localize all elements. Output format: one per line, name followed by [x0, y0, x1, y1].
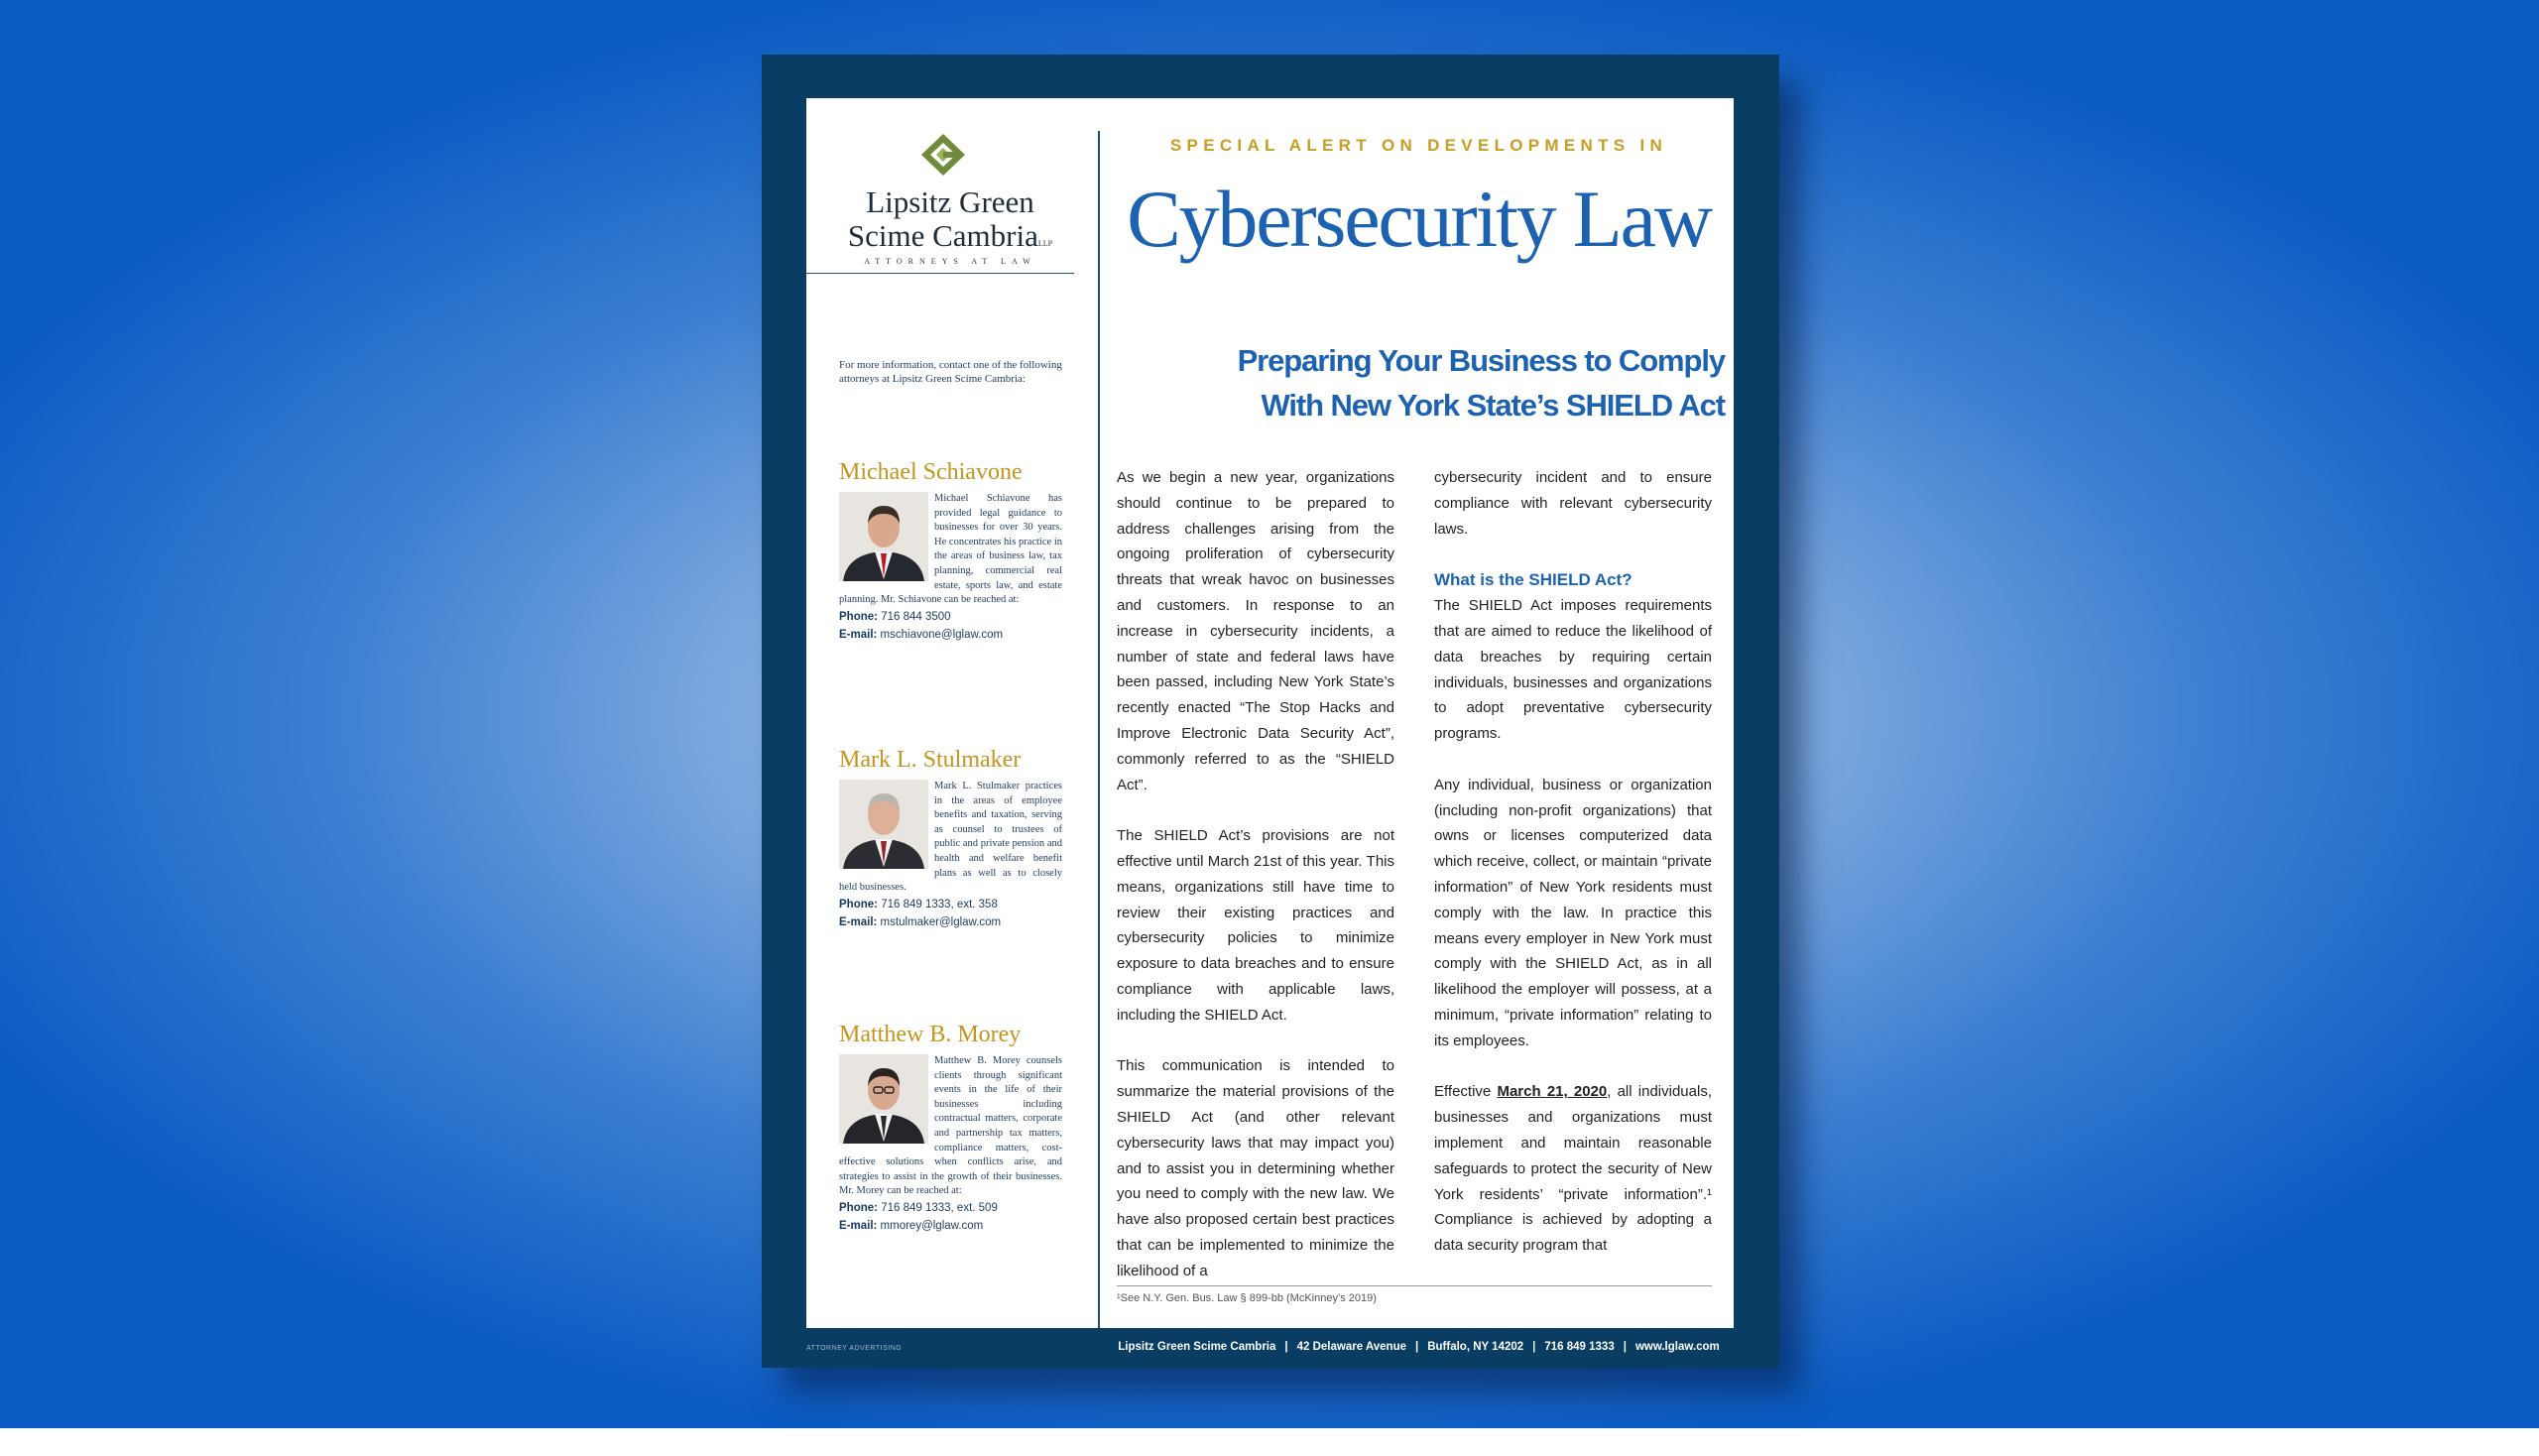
- article-headline: [1104, 338, 1725, 427]
- article-column-2: [1434, 465, 1712, 1284]
- text-span: Effective: [1434, 1083, 1498, 1101]
- effective-date: March 21, 2020: [1497, 1083, 1608, 1101]
- footer-website-link[interactable]: www.lglaw.com: [1634, 1341, 1720, 1353]
- paragraph: The SHIELD Act imposes requirements that are aimed to reduce the likelihood of data breaches by requiring certain individuals, businesses and organizations to adopt preventative cybersecurity programs.: [1434, 597, 1712, 743]
- attorney-phone: 716 849 1333, ext. 358: [881, 898, 998, 910]
- footnote: ¹See N.Y. Gen. Bus. Law § 899-bb (McKinney’s 2019): [1117, 1292, 1377, 1304]
- footer-separator: |: [1623, 1341, 1627, 1353]
- headline-line1: Preparing Your Business to Comply: [1237, 343, 1725, 378]
- footer-firm: Lipsitz Green Scime Cambria: [1118, 1341, 1276, 1353]
- paragraph: This communication is intended to summarize the material provisions of the SHIELD Act (and other relevant cybersecurity laws that may impact you) and to assist you in determining whether you need to comply with the new law. We have also proposed certain best practices that can be implemented to minimize the likelihood of a: [1117, 1057, 1394, 1279]
- attorney-bio: Michael Schiavone has provided legal guidance to businesses for over 30 years. He concentrates his practice in the areas of business law, tax planning, commercial real estate, sports law, and estate planning. Mr. Schiavone can be reached at:: [839, 493, 1062, 606]
- phone-label: Phone:: [839, 898, 878, 910]
- email-label: E-mail:: [839, 1219, 878, 1232]
- interlocking-g-logo-icon: [913, 132, 973, 178]
- text-span: , all individuals, businesses and organizations must implement and maintain reasonable safeguards to protect the security of New York residents’ “private information”.¹ Compliance is achieved by adopting a data security program that: [1434, 1083, 1712, 1255]
- phone-label: Phone:: [839, 1201, 878, 1214]
- sidebar-intro: For more information, contact one of the following attorneys at Lipsitz Green Scime Cambria:: [839, 359, 1062, 385]
- footer-city: Buffalo, NY 14202: [1427, 1341, 1524, 1353]
- footer-address: 42 Delaware Avenue: [1296, 1341, 1406, 1353]
- newsletter-page: [806, 98, 1734, 1328]
- paragraph: As we begin a new year, organizations should continue to be prepared to address challenges arising from the ongoing proliferation of cybersecurity threats that wreak havoc on businesses and customers. In response to an increase in cybersecurity incidents, a number of state and federal laws have been passed, including New York State’s recently enacted “The Stop Hacks and Improve Electronic Data Security Act”, commonly referred to as the “SHIELD Act”.: [1117, 469, 1394, 793]
- attorney-contact: [839, 608, 1062, 644]
- attorney-portrait: [839, 780, 928, 869]
- paragraph: [1434, 1079, 1712, 1259]
- attorney-bio: Matthew B. Morey counsels clients through significant events in the life of their businesses including contractual matters, corporate and partnership tax matters, compliance matters, cost-effective solutions when conflicts arise, and strategies to assist in the growth of their businesses. Mr. Morey can be reached at:: [839, 1055, 1062, 1197]
- footer-separator: |: [1415, 1341, 1419, 1353]
- sidebar: [806, 98, 1094, 1328]
- phone-label: Phone:: [839, 610, 878, 623]
- newsletter-title: Cybersecurity Law: [1127, 174, 1711, 264]
- footer-separator: |: [1284, 1341, 1288, 1353]
- firm-logo-text: [806, 185, 1094, 261]
- llp-mark: LLP: [1037, 239, 1053, 248]
- attorney-name: Matthew B. Morey: [839, 1022, 1022, 1047]
- attorney-contact: [839, 896, 1062, 931]
- attorney-name: Mark L. Stulmaker: [839, 747, 1022, 773]
- attorney-bio: Mark L. Stulmaker practices in the areas of employee benefits and taxation, serving as counsel to trustees of public and private pension and health and welfare benefit plans as well as to closely held businesses.: [839, 781, 1062, 894]
- article-column-1: [1117, 465, 1394, 1309]
- attorney-card: [839, 458, 1062, 644]
- firm-name-line2: [806, 219, 1094, 261]
- attorney-portrait: [839, 492, 928, 581]
- headline-line2: With New York State’s SHIELD Act: [1261, 388, 1725, 423]
- attorney-card: [839, 746, 1062, 931]
- attorney-advertising-label: ATTORNEY ADVERTISING: [806, 1345, 903, 1352]
- attorney-name: Michael Schiavone: [839, 459, 1023, 485]
- firm-name-line1: Lipsitz Green: [866, 184, 1034, 219]
- firm-tagline: ATTORNEYS AT LAW: [864, 257, 1036, 266]
- paragraph: The SHIELD Act’s provisions are not effective until March 21st of this year. This means, organizations still have time to review their existing practices and cybersecurity policies to minimize exposure to data breaches and to ensure compliance with applicable laws, including the SHIELD Act.: [1117, 827, 1394, 1024]
- firm-name-line2-text: Scime Cambria: [847, 218, 1038, 253]
- email-label: E-mail:: [839, 915, 878, 928]
- attorney-email-link[interactable]: mschiavone@lglaw.com: [880, 628, 1004, 641]
- footer-contact-bar: [1104, 1341, 1734, 1353]
- footnote-divider: [1117, 1285, 1712, 1286]
- attorney-phone: 716 849 1333, ext. 509: [881, 1201, 998, 1214]
- attorney-photo: [839, 1054, 928, 1144]
- attorney-email-link[interactable]: mstulmaker@lglaw.com: [880, 915, 1002, 928]
- attorney-portrait: [839, 1054, 928, 1144]
- attorney-photo: [839, 780, 928, 869]
- attorney-card: [839, 1021, 1062, 1235]
- section-heading: What is the SHIELD Act?: [1434, 570, 1632, 590]
- attorney-email-link[interactable]: mmorey@lglaw.com: [880, 1219, 984, 1232]
- alert-kicker: SPECIAL ALERT ON DEVELOPMENTS IN: [1169, 136, 1668, 155]
- paragraph: cybersecurity incident and to ensure compliance with relevant cybersecurity laws.: [1434, 469, 1712, 538]
- newsletter-sheet: [762, 55, 1779, 1368]
- attorney-photo: [839, 492, 928, 581]
- column-divider: [1098, 131, 1100, 1328]
- attorney-phone: 716 844 3500: [881, 610, 951, 623]
- attorney-contact: [839, 1199, 1062, 1235]
- paragraph: Any individual, business or organization (including non-profit organizations) that owns or licenses computerized data which receive, collect, or maintain “private information” of New York residents must comply with the law. In practice this means every employer in New York must comply with the SHIELD Act, as in all likelihood the employer will possess, at a minimum, “private information” relating to its employees.: [1434, 776, 1712, 1049]
- footer-phone: 716 849 1333: [1544, 1341, 1615, 1353]
- footer-separator: |: [1532, 1341, 1536, 1353]
- sidebar-divider: [806, 273, 1074, 274]
- email-label: E-mail:: [839, 628, 878, 641]
